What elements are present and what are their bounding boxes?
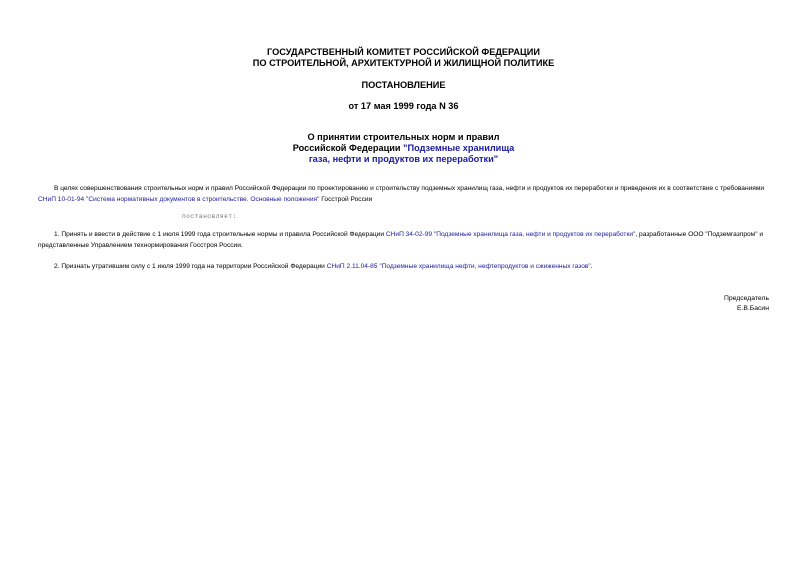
signature-name: Е.В.Басин	[736, 305, 769, 312]
intro-text-before: В целях совершенствования строительных норм и правил Российской Федерации по проектированию и строительству подземных хранилищ газа, нефти и продуктов их переработки и приведения их в соответствие с требованиями	[54, 185, 765, 192]
item-2-text-before: 2. Признать утратившим силу с 1 июля 1999 года на территории Российской Федерации	[54, 263, 327, 270]
item-1-paragraph	[38, 230, 773, 251]
intro-snip-link[interactable]: СНиП 10-01-94 "Система нормативных документов в строительстве. Основные положения"	[38, 195, 320, 203]
issuer-header	[0, 47, 807, 69]
signature-block	[724, 294, 769, 314]
title-line-2-text: Российской Федерации	[292, 143, 404, 153]
intro-text-after: Госстрой России	[319, 195, 373, 203]
title-line-2	[0, 143, 807, 154]
issuer-line-2: ПО СТРОИТЕЛЬНОЙ, АРХИТЕКТУРНОЙ И ЖИЛИЩНОЙ ПОЛИТИКЕ	[252, 58, 555, 68]
item-1-text-after: , разработанные ООО "Подземгазпром" и представленные Управлением технормирования Госстроя России.	[38, 231, 764, 249]
item-2-snip-link[interactable]: СНиП 2.11.04-85 "Подземные хранилища нефти, нефтепродуктов и сжиженных газов"	[326, 263, 591, 270]
issuer-line-1: ГОСУДАРСТВЕННЫЙ КОМИТЕТ РОССИЙСКОЙ ФЕДЕРАЦИИ	[267, 47, 540, 57]
signature-role: Председатель	[724, 295, 769, 302]
intro-paragraph	[38, 184, 773, 205]
resolves-label: постановляет:	[182, 213, 237, 220]
title-link-part-2[interactable]: газа, нефти и продуктов их переработки"	[308, 154, 499, 164]
title-link-part-1[interactable]: "Подземные хранилища	[403, 143, 515, 153]
document-title	[0, 132, 807, 165]
document-type: ПОСТАНОВЛЕНИЕ	[361, 80, 446, 90]
document-date: от 17 мая 1999 года N 36	[348, 101, 459, 111]
title-line-1: О принятии строительных норм и правил	[307, 132, 500, 142]
item-2-paragraph	[38, 262, 773, 273]
item-2-text-after: .	[590, 263, 593, 270]
item-1-text-before: 1. Принять и ввести в действие с 1 июля 1999 года строительные нормы и правила Российской Федерации	[54, 231, 386, 238]
item-1-snip-link[interactable]: СНиП 34-02-99 "Подземные хранилища газа, нефти и продуктов их переработки"	[385, 231, 636, 238]
